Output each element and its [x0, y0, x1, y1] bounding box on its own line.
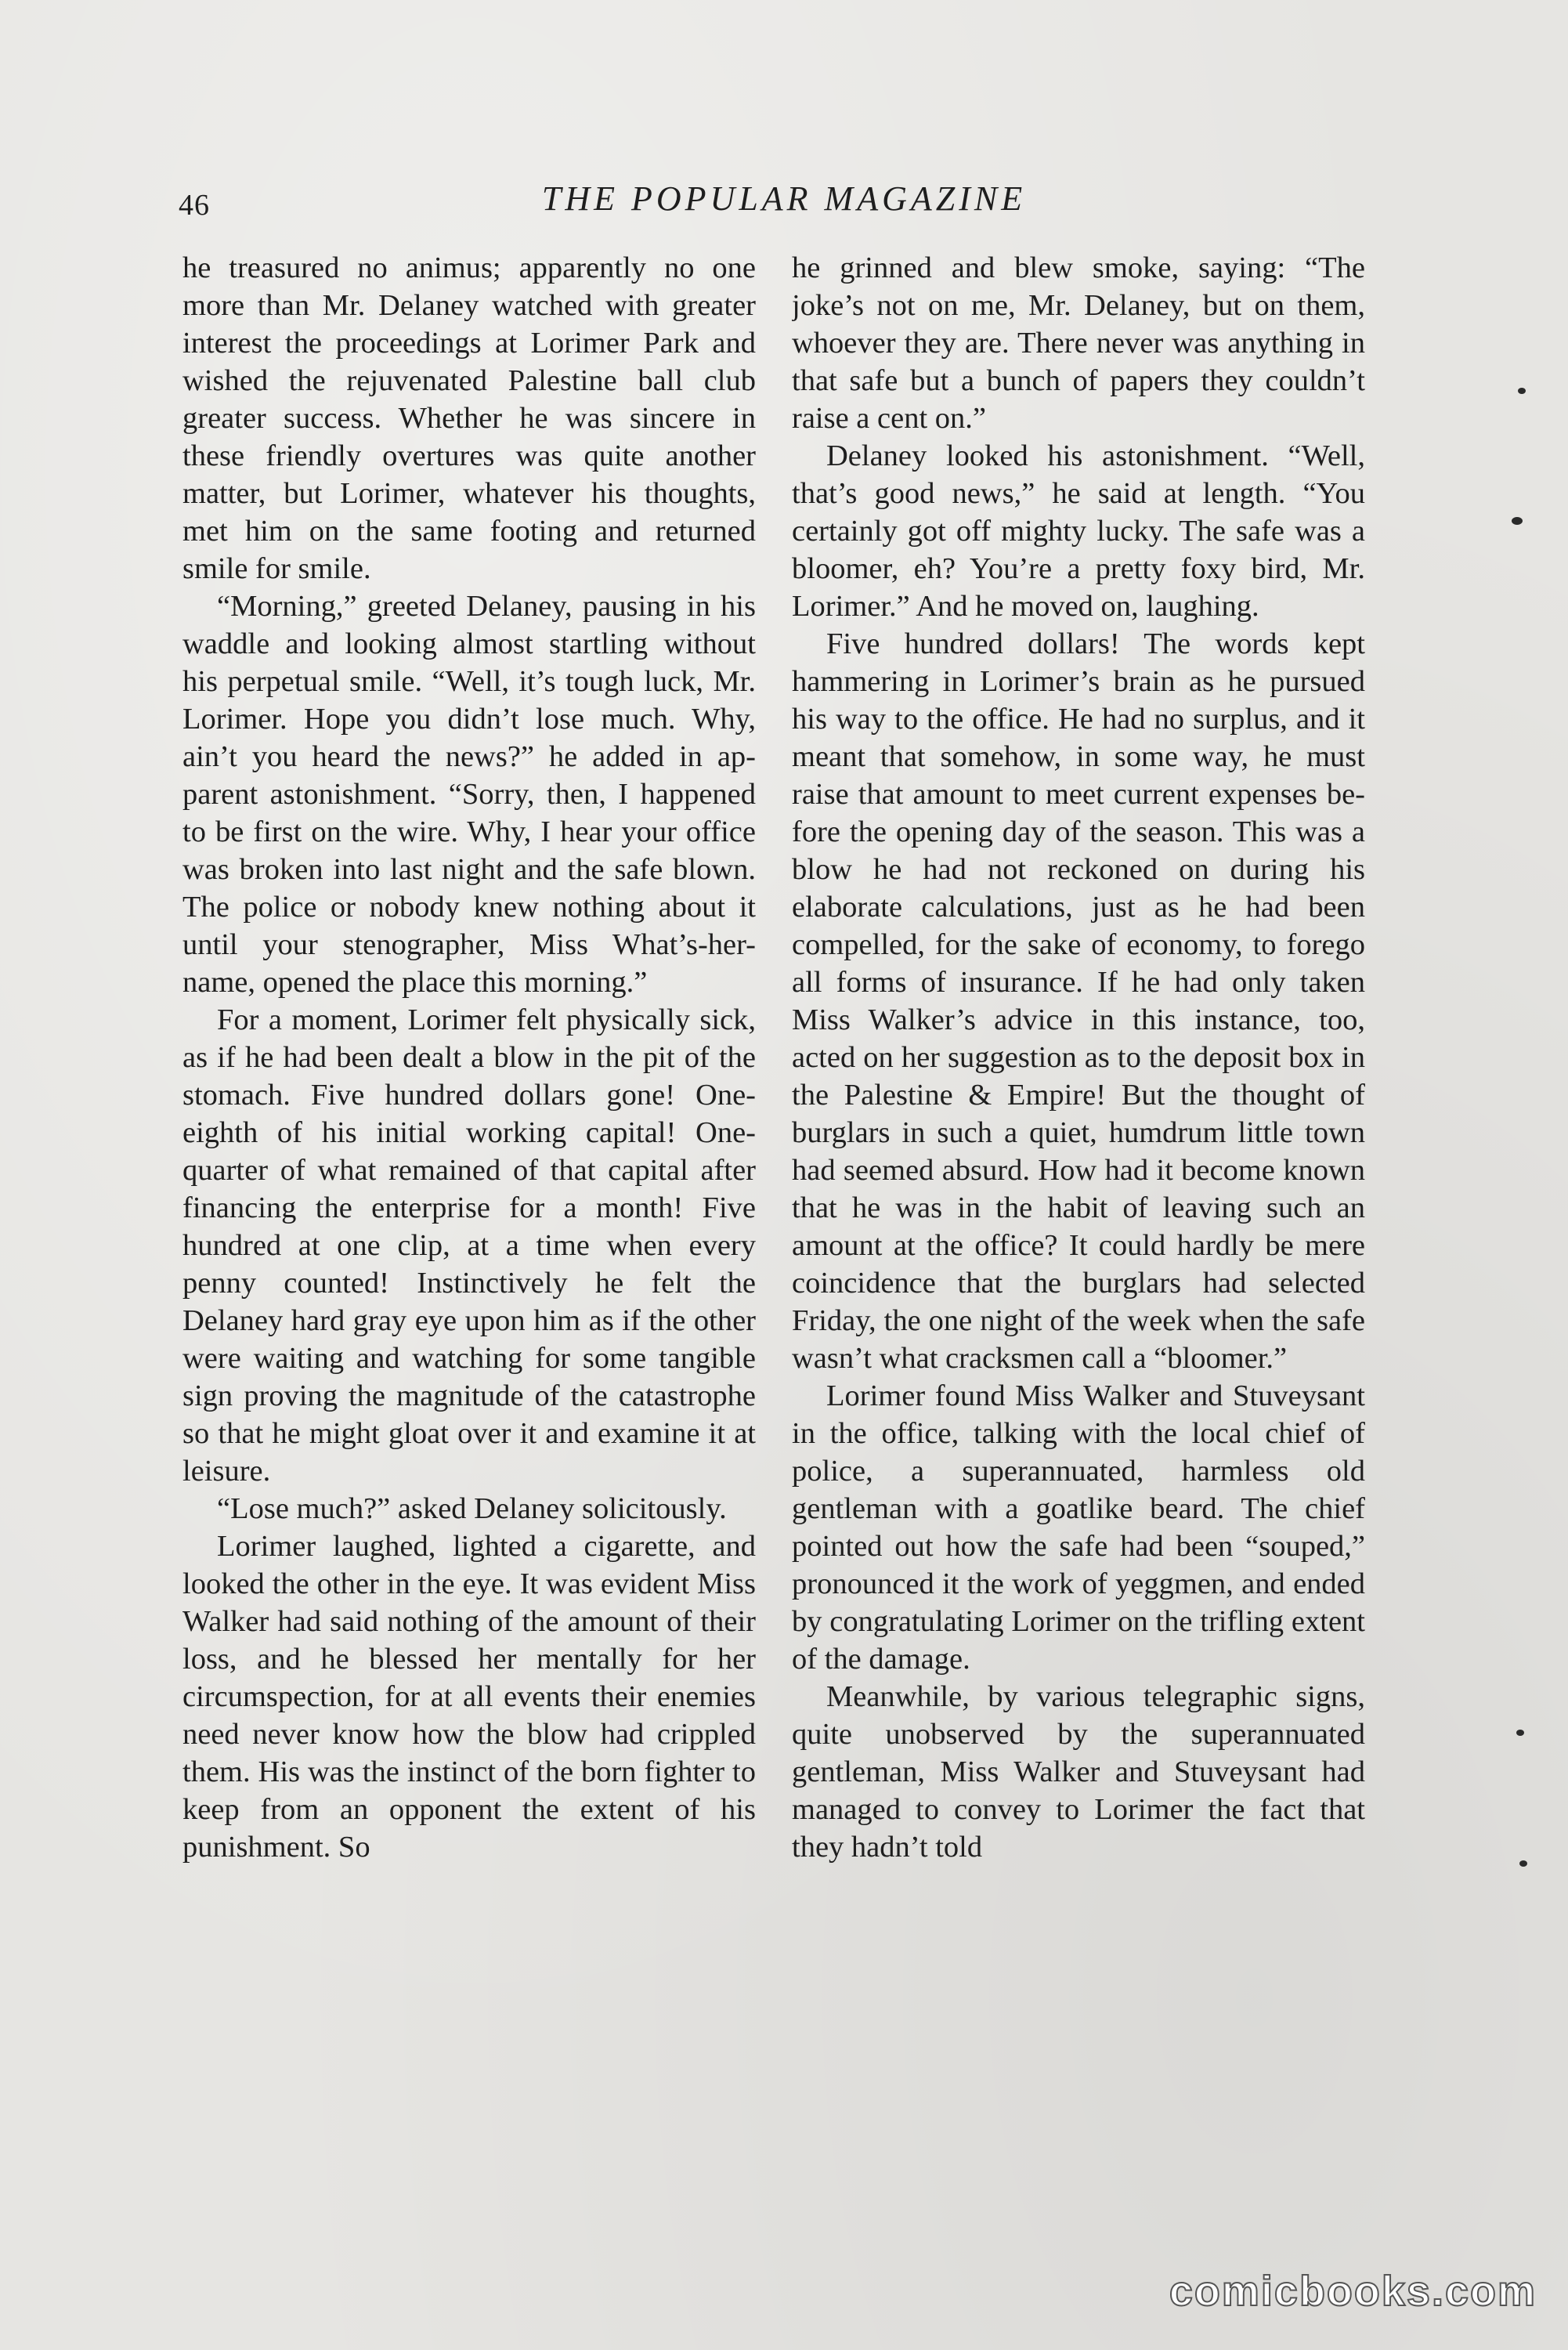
binding-hole-mark — [1512, 517, 1523, 525]
binding-hole-mark — [1516, 1730, 1524, 1736]
binding-hole-mark — [1519, 1860, 1527, 1867]
watermark-logo: comicbooks.com — [1169, 2268, 1537, 2315]
paragraph: Lorimer found Miss Walker and Stuveysant in the office, talking with the local chief of police, a superannuated, harmless old gentleman with a goatlike beard. The chief pointed out how the safe had been “souped,” pronounced it the work of yeggmen, and ended by congratulating Lorimer on the trifling extent of the damage. — [792, 1379, 1365, 1676]
paragraph: he grinned and blew smoke, saying: “The joke’s not on me, Mr. Delaney, but on them, whoever they are. There never was anything in that safe but a bunch of papers they couldn’t raise a cent on.” — [792, 251, 1365, 435]
paragraph: Meanwhile, by various telegraphic signs, quite unobserved by the superannuated gentleman, Miss Walker and Stuveysant had managed to convey to Lorimer the fact that they hadn’t told — [792, 1680, 1365, 1864]
paragraph: “Morning,” greeted Delaney, pausing in his waddle and looking almost startling without his perpetual smile. “Well, it’s tough luck, Mr. Lorimer. Hope you didn’t lose much. Why, ain’t you heard the news?” he added in apparent astonishment. “Sorry, then, I happened to be first on the wire. Why, I hear your office was broken into last night and the safe blown. The police or nobody knew nothing about it until your stenographer, Miss What’s-her-name, opened the place this morning.” — [182, 590, 756, 999]
left-column — [182, 249, 756, 2145]
paragraph: “Lose much?” asked Delaney solicitously. — [217, 1492, 727, 1525]
right-column — [792, 249, 1365, 2145]
paragraph: Five hundred dollars! The words kept hammering in Lorimer’s brain as he pursued his way to the office. He had no surplus, and it meant that somehow, in some way, he must raise that amount to meet current expenses before the opening day of the season. This was a blow he had not reckoned on during his elaborate calculations, just as he had been compelled, for the sake of economy, to forego all forms of insurance. If he had only taken Miss Walker’s advice in this instance, too, acted on her suggestion as to the deposit box in the Palestine & Empire! But the thought of burglars in such a quiet, humdrum little town had seemed absurd. How had it become known that he was in the habit of leaving such an amount at the office? It could hardly be mere coincidence that the burglars had selected Friday, the one night of the week when the safe wasn’t what cracksmen call a “bloomer.” — [792, 627, 1365, 1375]
paragraph: Lorimer laughed, lighted a cigarette, and looked the other in the eye. It was evident Miss Walker had said nothing of the amount of their loss, and he blessed her mentally for her circumspection, for at all events their enemies need never know how the blow had crippled them. His was the instinct of the born fighter to keep from an opponent the extent of his punishment. So — [182, 1530, 756, 1864]
page-header — [0, 179, 1568, 226]
running-title: THE POPULAR MAGAZINE — [541, 179, 1027, 218]
paragraph: Delaney looked his astonishment. “Well, that’s good news,” he said at length. “You certainly got off mighty lucky. The safe was a bloomer, eh? You’re a pretty foxy bird, Mr. Lorimer.” And he moved on, laughing. — [792, 439, 1365, 623]
paragraph: he treasured no animus; apparently no one more than Mr. Delaney watched with greater interest the proceedings at Lorimer Park and wished the rejuvenated Palestine ball club greater success. Whether he was sincere in these friendly overtures was quite another matter, but Lorimer, whatever his thoughts, met him on the same footing and returned smile for smile. — [182, 251, 756, 585]
paragraph: For a moment, Lorimer felt physically sick, as if he had been dealt a blow in the pit of the stomach. Five hundred dollars gone! One-eighth of his initial working capital! One-quarter of what remained of that capital after financing the enterprise for a month! Five hundred at one clip, at a time when every penny counted! Instinctively he felt the Delaney hard gray eye upon him as if the other were waiting and watching for some tangible sign proving the magnitude of the catastrophe so that he might gloat over it and examine it at leisure. — [182, 1003, 756, 1488]
binding-hole-mark — [1518, 388, 1526, 394]
page-number: 46 — [179, 189, 210, 222]
